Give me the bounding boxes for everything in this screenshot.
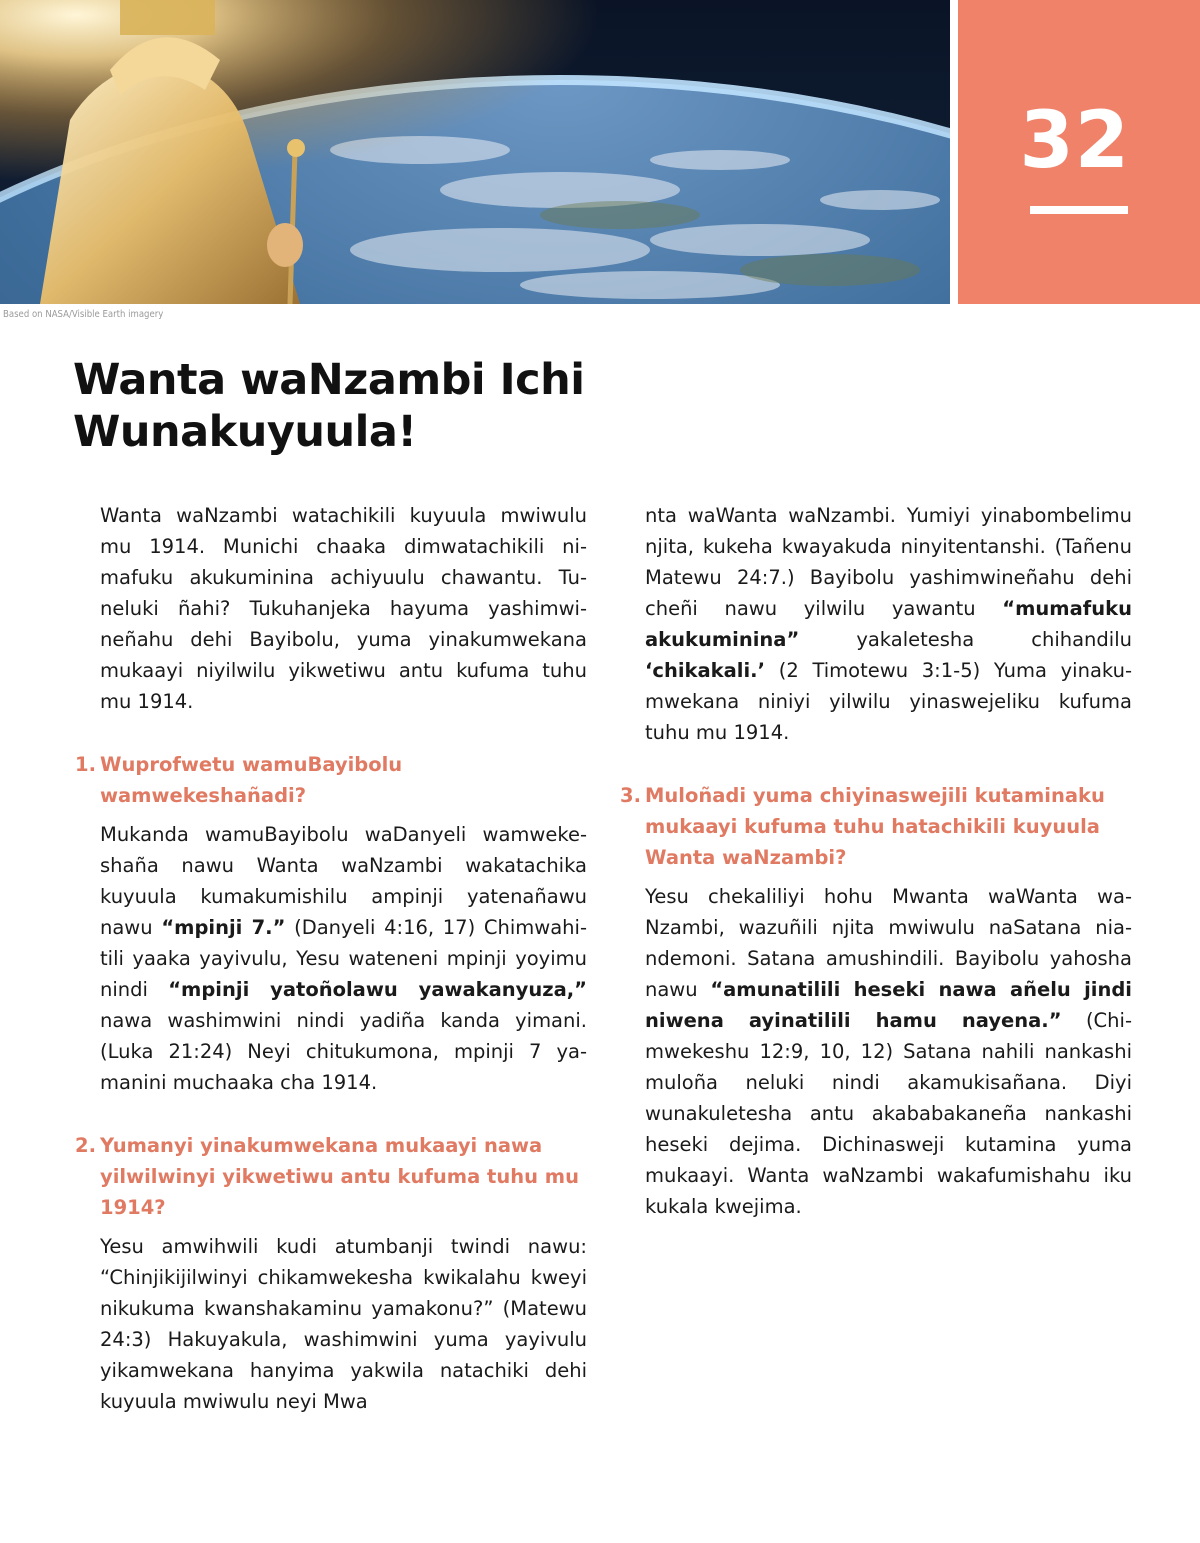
- answer-text: (Chimwekeshu 12:9, 10, 12) Satana nahili nankashi muloña neluki nindi akamukisañana. Diyi wunakuletesha antu akababakaneña nankashi heseki dejima. Dichinasweji kutamina yuma mukaayi. Wanta waNzambi wakafumishahu iku kukala kwejima.: [645, 1009, 1132, 1218]
- question-number: 1.: [75, 753, 96, 776]
- answer-text: nta waWanta waNzambi. Yumiyi yinabombelimu njita, kukeha kwayakuda ninyitentanshi. (Tañenu Matewu 24:7.) Bayibolu yashimwineñahu dehi cheñi nawu yilwilu yawantu: [645, 504, 1132, 620]
- answer-text: (2 Timotewu 3:1-5) Yuma yinakumwekana niniyi yilwilu yinaswejeliku kufuma tuhu mu 1914.: [645, 659, 1132, 744]
- answer-emphasis: “mpinji yatoñolawu yawakanyuza,”: [168, 978, 587, 1001]
- title-line-1: Wanta waNzambi Ichi: [73, 355, 585, 405]
- answer-2-continued: [645, 500, 1132, 748]
- answer-emphasis: ‘chikakali.’: [645, 659, 765, 682]
- lesson-number: 32: [1019, 96, 1130, 186]
- lesson-number-underline: [1030, 206, 1128, 214]
- question-2: [75, 1130, 587, 1223]
- answer-text: (Danyeli 4:16, 17) Chimwahitili yaaka yayivulu, Yesu wateneni mpinji yoyimu nindi: [100, 916, 587, 1001]
- image-credit: Based on NASA/Visible Earth imagery: [3, 309, 164, 320]
- answer-text: Yesu chekaliliyi hohu Mwanta waWanta waNzambi, wazuñili njita mwiwulu naSatana niandemoni. Satana amushindili. Bayibolu yahosha nawu: [645, 885, 1132, 1001]
- question-text: Wuprofwetu wamuBayibolu wamwekeshañadi?: [100, 753, 403, 807]
- question-1: [75, 749, 587, 811]
- page-title: [73, 354, 773, 458]
- answer-emphasis: “mumafuku akukuminina”: [645, 597, 1132, 651]
- lesson-number-box: [958, 0, 1200, 304]
- answer-text: Yesu amwihwili kudi atumbanji twindi nawu: “Chinjikijilwinyi chikamwekesha kwikalahu kweyi nikukuma kwanshakaminu yamakonu?” (Matewu 24:3) Hakuyakula, washimwini yuma yayivulu yikamwekana hanyima yakwila natachiki dehi kuyuula mwiwulu neyi Mwa: [100, 1235, 587, 1413]
- question-3: [620, 780, 1132, 873]
- answer-text: nawa washimwini nindi yadiña kanda yimani. (Luka 21:24) Neyi chitukumona, mpinji 7 yamanini muchaaka cha 1914.: [100, 1009, 587, 1094]
- answer-text: yakaletesha chihandilu: [799, 628, 1132, 651]
- intro-paragraph: Wanta waNzambi watachikili kuyuula mwiwulu mu 1914. Munichi chaaka dimwatachikili nimafuku akukuminina achiyuulu chawantu. Tuneluki ñahi? Tukuhanjeka hayuma yashimwineñahu dehi Bayibolu, yuma yinakumwekana mukaayi niyilwilu yikwetiwu antu kufuma tuhu mu 1914.: [100, 504, 587, 713]
- answer-1-paragraph: [100, 819, 587, 1098]
- title-line-2: Wunakuyuula!: [73, 407, 417, 457]
- hero-image: [0, 0, 950, 304]
- question-number: 3.: [620, 784, 641, 807]
- answer-2-paragraph: [100, 1231, 587, 1417]
- answer-emphasis: “mpinji 7.”: [161, 916, 286, 939]
- question-number: 2.: [75, 1134, 96, 1157]
- answer-3-paragraph: [645, 881, 1132, 1222]
- earth-from-space-illustration: [0, 0, 950, 304]
- right-column: [620, 500, 1132, 1222]
- answer-text: Mukanda wamuBayibolu waDanyeli wamwekeshaña nawu Wanta waNzambi wakatachika kuyuula kumakumishilu ampinji yatenañawu nawu: [100, 823, 587, 939]
- question-text: Muloñadi yuma chiyinaswejili kutaminaku mukaayi kufuma tuhu hatachikili kuyuula Wanta waNzambi?: [645, 784, 1105, 869]
- left-column: [75, 500, 587, 1417]
- answer-emphasis: “amunatilili heseki nawa añelu jindi niwena ayinatilili hamu nayena.”: [645, 978, 1132, 1032]
- question-text: Yumanyi yinakumwekana mukaayi nawa yilwilwinyi yikwetiwu antu kufuma tuhu mu 1914?: [100, 1134, 579, 1219]
